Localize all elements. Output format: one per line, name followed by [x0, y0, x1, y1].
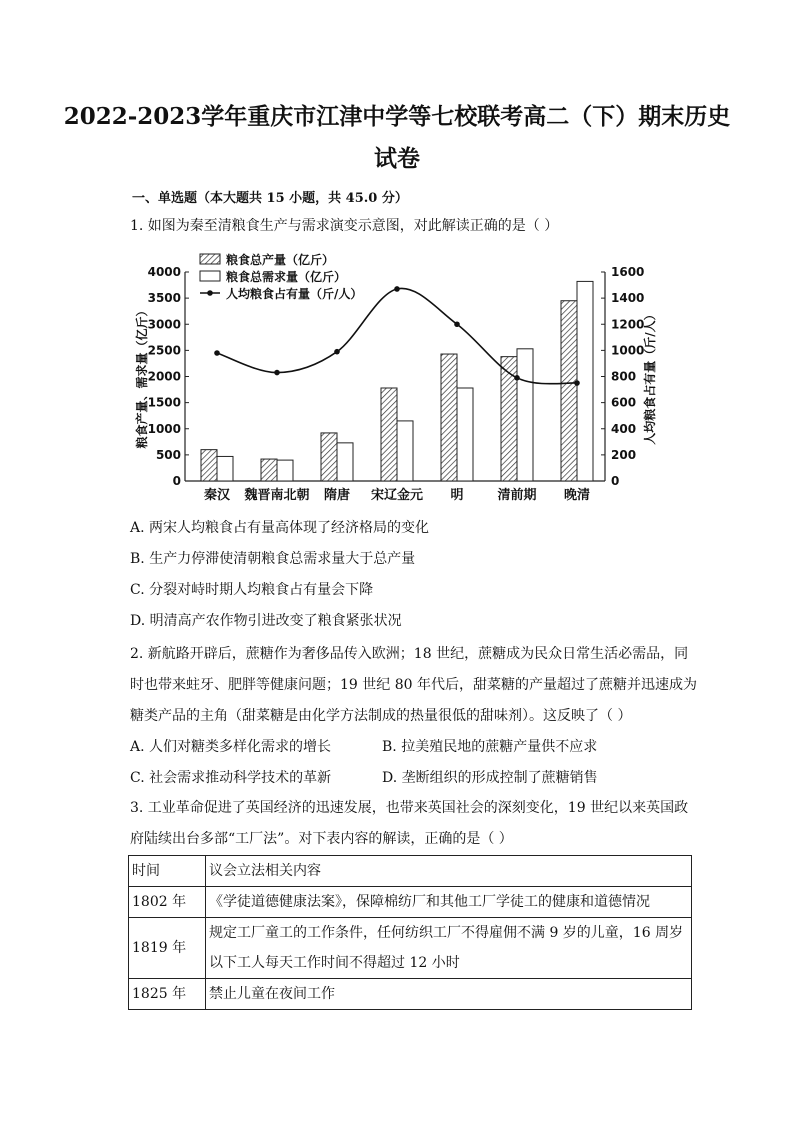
table-cell-year: 1825 年	[129, 979, 206, 1010]
bar-total-demand	[277, 460, 293, 481]
section-heading: 一、单选题（本大题共 15 小题，共 45.0 分）	[132, 191, 408, 206]
left-tick-label: 2500	[147, 343, 181, 358]
question-1-stem: 1. 如图为秦至清粮食生产与需求演变示意图，对此解读正确的是（ ）	[130, 218, 559, 234]
per-capita-point	[214, 350, 220, 356]
grain-chart	[130, 248, 670, 510]
bar-total-demand	[217, 456, 233, 481]
left-tick-label: 2000	[147, 369, 181, 384]
table-cell-content: 《学徒道德健康法案》，保障棉纺厂和其他工厂学徒工的健康和道德情况	[206, 887, 692, 918]
q1-option-d[interactable]: D. 明清高产农作物引进改变了粮食紧张状况	[130, 613, 402, 629]
q1-option-c[interactable]: C. 分裂对峙时期人均粮食占有量会下降	[130, 582, 374, 598]
table-cell-content: 规定工厂童工的工作条件，任何纺织工厂不得雇佣不满 9 岁的儿童，16 周岁以下工人每天工作时间不得超过 12 小时	[206, 918, 692, 979]
per-capita-point	[394, 286, 400, 292]
table-row	[129, 979, 692, 1010]
page-title-continued: 试卷	[374, 145, 420, 172]
question-3-line-2: 府陆续出台多部“工厂法”。对下表内容的解读，正确的是（ ）	[130, 831, 513, 847]
bar-total-production	[261, 459, 277, 481]
left-tick-label: 3000	[147, 317, 181, 332]
legend-swatch-demand	[200, 271, 220, 281]
bar-total-demand	[457, 388, 473, 481]
per-capita-point	[274, 370, 280, 376]
right-tick-label: 800	[611, 369, 637, 384]
right-axis-title: 人均粮食占有量（斤/人）	[643, 308, 657, 445]
left-tick-label: 1000	[147, 421, 181, 436]
right-tick-label: 1200	[611, 317, 645, 332]
left-tick-label: 3500	[147, 291, 181, 306]
table-cell-content: 禁止儿童在夜间工作	[206, 979, 692, 1010]
bar-total-demand	[577, 281, 593, 481]
left-tick-label: 4000	[147, 265, 181, 279]
q2-option-c[interactable]: C. 社会需求推动科学技术的革新	[130, 770, 332, 786]
right-tick-label: 1600	[611, 265, 645, 279]
question-2-line-2: 时也带来蛀牙、肥胖等健康问题；19 世纪 80 年代后，甜菜糖的产量超过了蔗糖并迅速成为	[130, 677, 697, 693]
question-2-line-1: 2. 新航路开辟后，蔗糖作为奢侈品传入欧洲；18 世纪，蔗糖成为民众日常生活必需品，同	[130, 646, 689, 662]
q1-option-b[interactable]: B. 生产力停滞使清朝粮食总需求量大于总产量	[130, 551, 416, 567]
right-tick-label: 1400	[611, 291, 645, 306]
category-label: 明	[450, 488, 464, 503]
legend-label-per-capita: 人均粮食占有量（斤/人）	[226, 287, 363, 301]
category-label: 隋唐	[323, 488, 351, 503]
table-header-cell: 时间	[129, 856, 206, 887]
category-label: 清前期	[497, 488, 537, 503]
table-cell-year: 1802 年	[129, 887, 206, 918]
bar-total-demand	[517, 349, 533, 481]
per-capita-point	[574, 380, 580, 386]
page-title: 2022-2023学年重庆市江津中学等七校联考高二（下）期末历史	[63, 103, 731, 130]
question-3-line-1: 3. 工业革命促进了英国经济的迅速发展，也带来英国社会的深刻变化，19 世纪以来英国政	[130, 800, 689, 816]
table-header-cell: 议会立法相关内容	[206, 856, 692, 887]
bar-total-production	[321, 433, 337, 481]
bar-total-demand	[397, 421, 413, 481]
factory-law-table	[128, 855, 692, 1010]
right-tick-label: 200	[611, 447, 637, 462]
bar-total-production	[441, 354, 457, 481]
legend-label-demand: 粮食总需求量（亿斤）	[226, 270, 347, 284]
right-tick-label: 0	[611, 474, 620, 488]
table-row	[129, 887, 692, 918]
table-cell-year: 1819 年	[129, 918, 206, 979]
right-tick-label: 400	[611, 421, 637, 436]
per-capita-point	[334, 349, 340, 355]
category-label: 晚清	[563, 488, 591, 503]
q2-option-d[interactable]: D. 垄断组织的形成控制了蔗糖销售	[382, 770, 598, 786]
table-header-row	[129, 856, 692, 887]
q1-option-a[interactable]: A. 两宋人均粮食占有量高体现了经济格局的变化	[130, 520, 430, 536]
left-axis-title: 粮食产量、需求量（亿斤）	[135, 304, 149, 449]
table-row	[129, 918, 692, 979]
bar-total-production	[201, 450, 217, 481]
left-tick-label: 500	[155, 447, 181, 462]
q2-option-a[interactable]: A. 人们对糖类多样化需求的增长	[130, 739, 332, 755]
left-tick-label: 1500	[147, 395, 181, 410]
right-tick-label: 1000	[611, 343, 645, 358]
per-capita-point	[454, 321, 460, 327]
legend-label-production: 粮食总产量（亿斤）	[226, 253, 335, 267]
category-label: 秦汉	[203, 488, 231, 503]
left-tick-label: 0	[172, 474, 181, 488]
legend-marker-per-capita	[207, 290, 213, 296]
bar-total-demand	[337, 443, 353, 481]
bar-total-production	[501, 357, 517, 481]
category-label: 魏晋南北朝	[244, 488, 310, 503]
bar-total-production	[561, 301, 577, 481]
category-label: 宋辽金元	[370, 488, 424, 503]
legend-swatch-production	[200, 254, 220, 264]
right-tick-label: 600	[611, 395, 637, 410]
question-2-line-3: 糖类产品的主角（甜菜糖是由化学方法制成的热量很低的甜味剂）。这反映了（ ）	[130, 708, 632, 724]
per-capita-point	[514, 375, 520, 381]
bar-total-production	[381, 388, 397, 481]
q2-option-b[interactable]: B. 拉美殖民地的蔗糖产量供不应求	[382, 739, 598, 755]
